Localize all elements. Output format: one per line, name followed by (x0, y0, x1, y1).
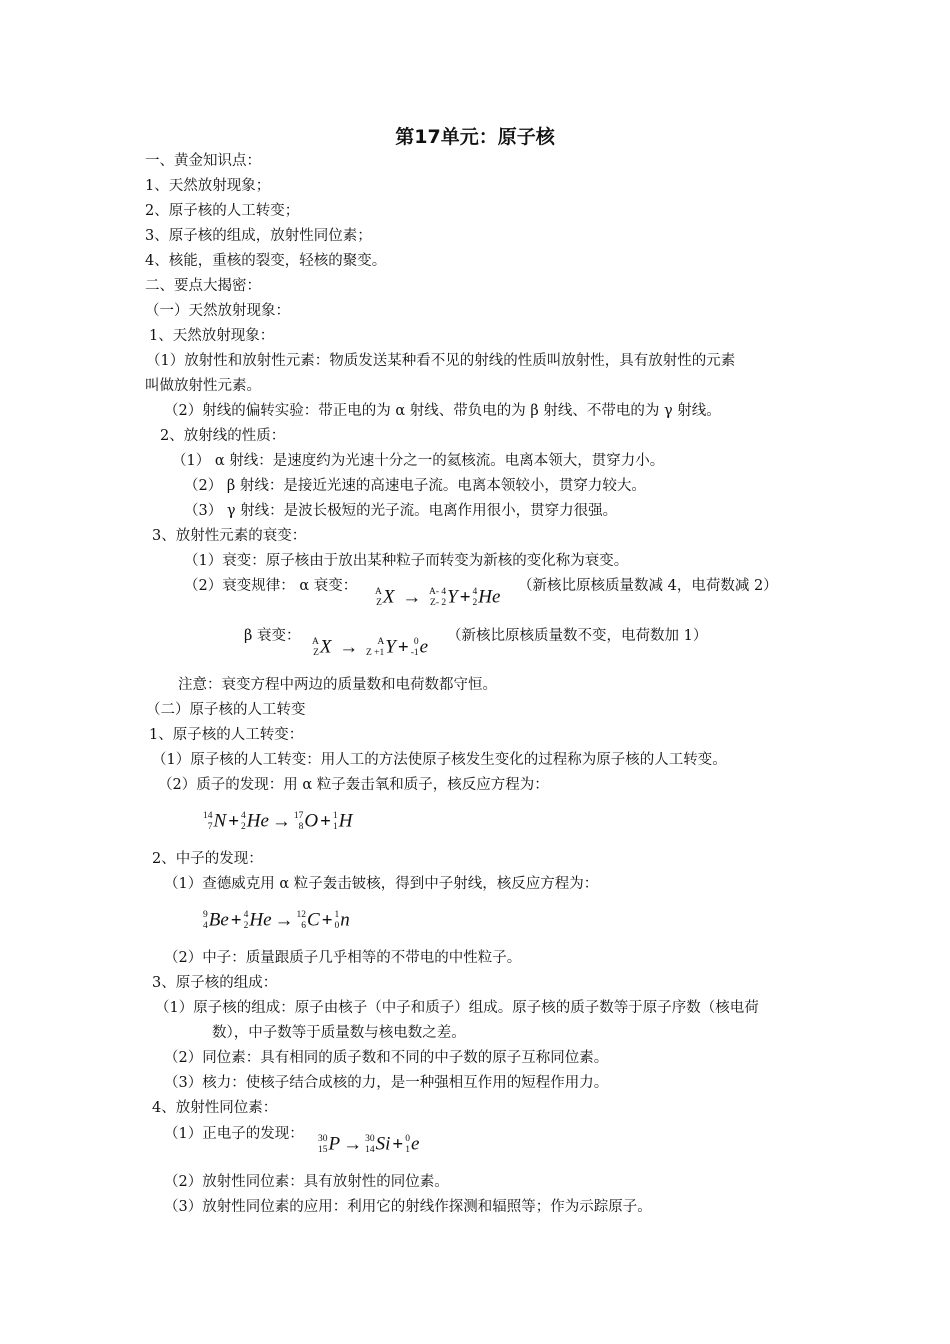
nuclide-scripts (405, 1134, 410, 1156)
mass-number: 14 (203, 810, 213, 821)
element-symbol: He (246, 810, 269, 832)
text-line: （2） β 射线：是接近光速的高速电子流。电离本领较小，贯穿力较大。 (184, 478, 646, 494)
element-symbol: Y (447, 586, 458, 608)
text-line: 1、天然放射现象： (149, 328, 275, 344)
charge-number: 2 (472, 597, 478, 608)
charge-number: Z- 2 (430, 597, 447, 608)
nuclide-scripts (473, 587, 478, 609)
mass-number: A (312, 636, 319, 647)
nuclide-scripts (429, 587, 446, 609)
charge-number: 6 (301, 920, 307, 931)
text-line: （二）原子核的人工转变 (146, 702, 306, 718)
plus-symbol: + (230, 909, 242, 931)
element-symbol: X (382, 586, 395, 608)
text-line: （3） γ 射线：是波长极短的光子流。电离作用很小，贯穿力很强。 (184, 503, 618, 519)
mass-number: 4 (241, 810, 246, 821)
nuclide-scripts (318, 1134, 328, 1156)
mass-number: 0 (413, 636, 419, 647)
text-line: 1、原子核的人工转变： (149, 727, 304, 743)
mass-number: 0 (405, 1133, 410, 1144)
charge-number: 7 (207, 821, 213, 832)
plus-symbol: + (459, 586, 471, 608)
proton-discovery-equation (203, 808, 352, 835)
nuclide-scripts (366, 637, 384, 659)
charge-number: 2 (243, 920, 249, 931)
element-symbol: e (410, 1133, 420, 1155)
charge-number: 14 (365, 1144, 375, 1155)
text-line: 3、原子核的组成： (152, 975, 278, 991)
charge-number: 4 (203, 920, 208, 931)
text-line: 2、原子核的人工转变； (145, 203, 300, 219)
arrow-symbol: → (343, 1133, 363, 1155)
nuclide-scripts (241, 811, 246, 833)
text-line: 4、核能，重核的裂变，轻核的聚变。 (145, 253, 387, 269)
charge-number: 2 (241, 821, 246, 832)
charge-number: 0 (334, 920, 340, 931)
mass-number: A (375, 586, 382, 597)
text-line: （1）放射性和放射性元素：物质发送某种看不见的射线的性质叫放射性，具有放射性的元素 (146, 353, 736, 369)
plus-symbol: + (228, 810, 240, 832)
mass-number: A- 4 (428, 586, 447, 597)
nuclide-scripts (333, 811, 338, 833)
text-line: β 衰变： (244, 628, 301, 644)
text-line: （1）正电子的发现： (164, 1126, 304, 1142)
text-line: （2）衰变规律： α 衰变： (184, 578, 358, 594)
mass-number: 1 (334, 909, 340, 920)
text-line: 一、黄金知识点： (145, 153, 261, 169)
plus-symbol: + (392, 1133, 404, 1155)
nuclide-scripts (297, 910, 307, 932)
text-line: （2）放射性同位素：具有放射性的同位素。 (164, 1174, 449, 1190)
text-line: （2）中子：质量跟质子几乎相等的不带电的中性粒子。 (164, 950, 522, 966)
text-line: （1）查德威克用 α 粒子轰击铍核，得到中子射线，核反应方程为： (164, 876, 599, 892)
element-symbol: n (340, 909, 350, 931)
charge-number: 1 (332, 821, 338, 832)
plus-symbol: + (320, 810, 331, 832)
arrow-symbol: → (274, 909, 294, 931)
text-line: 2、中子的发现： (152, 851, 263, 867)
text-line: （1）衰变：原子核由于放出某种粒子而转变为新核的变化称为衰变。 (184, 553, 629, 569)
charge-number: 15 (318, 1144, 328, 1155)
mass-number: 30 (365, 1133, 375, 1144)
mass-number: 4 (472, 586, 478, 597)
text-line: （新核比原核质量数不变，电荷数加 1） (447, 628, 708, 644)
text-line: 4、放射性同位素： (152, 1100, 278, 1116)
text-line: （2）射线的偏转实验：带正电的为 α 射线、带负电的为 β 射线、不带电的为 γ 射线。 (164, 403, 721, 419)
text-line: （1）原子核的组成：原子由核子（中子和质子）组成。原子核的质子数等于原子序数（核电荷 (155, 1000, 759, 1016)
nuclide-scripts (244, 910, 249, 932)
text-line: （1）原子核的人工转变：用人工的方法使原子核发生变化的过程称为原子核的人工转变。 (152, 752, 727, 768)
text-line: 2、放射线的性质： (160, 428, 286, 444)
mass-number: 17 (293, 810, 304, 821)
plus-symbol: + (397, 636, 409, 658)
text-line: （一）天然放射现象： (145, 303, 290, 319)
neutron-discovery-equation (203, 907, 350, 934)
element-symbol: Y (385, 636, 396, 658)
element-symbol: e (419, 636, 429, 658)
element-symbol: C (307, 909, 320, 931)
text-line: （新核比原核质量数减 4，电荷数减 2） (518, 578, 778, 594)
element-symbol: P (328, 1133, 341, 1155)
text-line: （3）放射性同位素的应用：利用它的射线作探测和辐照等；作为示踪原子。 (164, 1199, 652, 1215)
element-symbol: H (338, 810, 353, 832)
nuclide-scripts (203, 910, 208, 932)
arrow-symbol: → (402, 586, 422, 608)
mass-number: 4 (243, 909, 249, 920)
text-line: 1、天然放射现象； (145, 178, 271, 194)
text-line: （3）核力：使核子结合成核的力，是一种强相互作用的短程作用力。 (164, 1075, 609, 1091)
charge-number: -1 (410, 647, 419, 658)
nuclide-scripts (312, 637, 319, 659)
element-symbol: O (304, 810, 319, 832)
page-title: 第17单元：原子核 (395, 126, 555, 148)
nuclide-scripts (203, 811, 213, 833)
beta-decay-equation (312, 634, 428, 661)
element-symbol: N (213, 810, 227, 832)
element-symbol: X (319, 636, 332, 658)
charge-number: Z (313, 647, 319, 658)
text-line: 二、要点大揭密： (145, 278, 261, 294)
nuclide-scripts (365, 1134, 375, 1156)
text-line: （2）质子的发现：用 α 粒子轰击氧和质子，核反应方程为： (158, 777, 549, 793)
charge-number: 1 (405, 1144, 410, 1155)
nuclide-scripts (335, 910, 340, 932)
charge-number: Z (376, 597, 382, 608)
mass-number: 30 (318, 1133, 328, 1144)
mass-number: 9 (203, 909, 208, 920)
text-line: 3、原子核的组成，放射性同位素； (145, 228, 372, 244)
element-symbol: Si (375, 1133, 391, 1155)
element-symbol: He (478, 586, 501, 608)
text-line: 3、放射性元素的衰变： (152, 528, 307, 544)
mass-number: 1 (332, 810, 338, 821)
text-line: 叫做放射性元素。 (145, 378, 261, 394)
nuclide-scripts (411, 637, 419, 659)
text-line: 注意：衰变方程中两边的质量数和电荷数都守恒。 (178, 677, 497, 693)
positron-equation (318, 1131, 419, 1158)
mass-number: A (377, 636, 385, 647)
mass-number: 12 (296, 909, 307, 920)
alpha-decay-equation (375, 584, 500, 611)
element-symbol: He (249, 909, 272, 931)
nuclide-scripts (294, 811, 304, 833)
element-symbol: Be (208, 909, 229, 931)
text-line: （1） α 射线：是速度约为光速十分之一的氦核流。电离本领大，贯穿力小。 (172, 453, 665, 469)
charge-number: Z +1 (365, 647, 385, 658)
arrow-symbol: → (339, 636, 359, 658)
charge-number: 8 (298, 821, 304, 832)
text-line: （2）同位素：具有相同的质子数和不同的中子数的原子互称同位素。 (164, 1050, 609, 1066)
nuclide-scripts (375, 587, 382, 609)
arrow-symbol: → (271, 810, 291, 832)
plus-symbol: + (321, 909, 333, 931)
text-line: 数），中子数等于质量数与核电数之差。 (212, 1025, 466, 1041)
